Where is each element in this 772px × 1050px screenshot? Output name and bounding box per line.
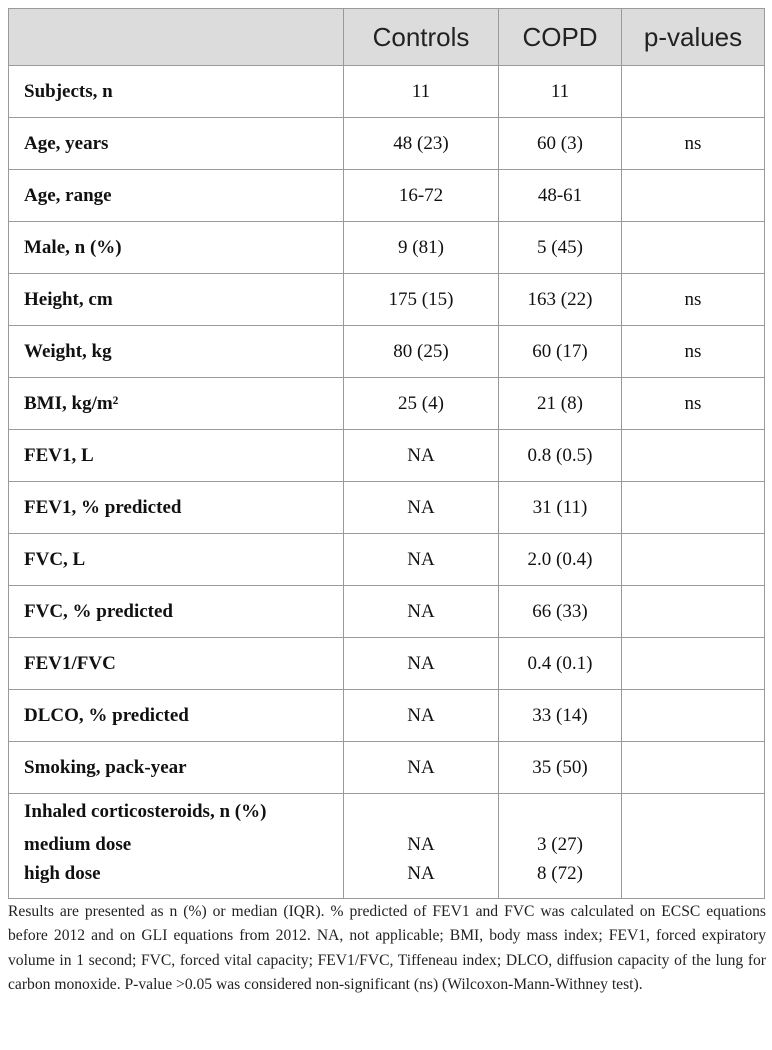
cell-controls: NA [344,586,499,638]
table-row [9,690,765,742]
cell-copd: 5 (45) [499,222,622,274]
table-row [9,222,765,274]
cell-copd: 48-61 [499,170,622,222]
cell-p-value [622,742,765,794]
cell-controls: NA [344,482,499,534]
table-row [9,430,765,482]
row-label: FEV1, % predicted [9,482,344,534]
cell-controls: NA [344,690,499,742]
cell-copd: 60 (17) [499,326,622,378]
row-label: FEV1/FVC [9,638,344,690]
table-row [9,742,765,794]
ics-sub-label: medium dose [24,834,132,855]
characteristics-table [8,8,765,899]
header-row [9,9,765,66]
cell-copd [499,794,622,899]
header-cell-p-values: p-values [622,9,765,66]
table-row [9,66,765,118]
table-row [9,482,765,534]
cell-controls: 16-72 [344,170,499,222]
row-label: BMI, kg/m² [9,378,344,430]
row-label: Smoking, pack-year [9,742,344,794]
cell-p-value [622,482,765,534]
table-row [9,586,765,638]
table-row [9,118,765,170]
row-label: FVC, L [9,534,344,586]
cell-copd: 11 [499,66,622,118]
table-row [9,326,765,378]
cell-copd: 0.4 (0.1) [499,638,622,690]
cell-controls [344,794,499,899]
ics-label: Inhaled corticosteroids, n (%) [24,801,267,822]
cell-copd: 31 (11) [499,482,622,534]
cell-controls: NA [344,638,499,690]
cell-copd: 21 (8) [499,378,622,430]
table-row [9,378,765,430]
row-label: FEV1, L [9,430,344,482]
cell-p-value: ns [622,274,765,326]
cell-controls: 48 (23) [344,118,499,170]
table-row [9,274,765,326]
cell-copd: 66 (33) [499,586,622,638]
cell-copd: 60 (3) [499,118,622,170]
table-footnote: Results are presented as n (%) or median (IQR). % predicted of FEV1 and FVC was calculated on ECSC equations before 2012 and on GLI equations from 2012. NA, not applicable; BMI, body mass index; FEV1, forced expiratory volume in 1 second; FVC, forced vital capacity; FEV1/FVC, Tiffeneau index; DLCO, diffusion capacity of the lung for carbon monoxide. P-value >0.05 was considered non-significant (ns) (Wilcoxon-Mann-Withney test). [8,903,766,994]
cell-copd: 33 (14) [499,690,622,742]
cell-controls: 11 [344,66,499,118]
ics-copd-value: 8 (72) [537,863,583,884]
cell-controls: 80 (25) [344,326,499,378]
cell-copd: 163 (22) [499,274,622,326]
cell-controls: 25 (4) [344,378,499,430]
ics-sub-label: high dose [24,863,101,884]
cell-p-value [622,638,765,690]
cell-copd: 35 (50) [499,742,622,794]
cell-p-value: ns [622,118,765,170]
ics-controls-value: NA [407,863,435,884]
header-cell-blank [9,9,344,66]
header-cell-copd: COPD [499,9,622,66]
row-label [9,794,344,899]
header-cell-controls: Controls [344,9,499,66]
cell-controls: NA [344,534,499,586]
row-label: Age, years [9,118,344,170]
table-row [9,170,765,222]
cell-p-value [622,586,765,638]
cell-controls: NA [344,430,499,482]
cell-controls: 9 (81) [344,222,499,274]
row-label: Age, range [9,170,344,222]
row-label: Male, n (%) [9,222,344,274]
cell-p-value [622,690,765,742]
cell-copd: 0.8 (0.5) [499,430,622,482]
table-row [9,534,765,586]
cell-p-value [622,534,765,586]
row-label: Subjects, n [9,66,344,118]
cell-p-value [622,66,765,118]
row-label: Height, cm [9,274,344,326]
ics-controls-value: NA [407,834,435,855]
cell-p-value [622,794,765,899]
cell-p-value [622,222,765,274]
cell-p-value: ns [622,326,765,378]
row-label: Weight, kg [9,326,344,378]
cell-p-value [622,170,765,222]
cell-copd: 2.0 (0.4) [499,534,622,586]
table-row [9,638,765,690]
row-label: DLCO, % predicted [9,690,344,742]
cell-controls: 175 (15) [344,274,499,326]
table-row-ics [9,794,765,899]
row-label: FVC, % predicted [9,586,344,638]
cell-p-value [622,430,765,482]
ics-copd-value: 3 (27) [537,834,583,855]
cell-controls: NA [344,742,499,794]
table-body [9,66,765,899]
cell-p-value: ns [622,378,765,430]
